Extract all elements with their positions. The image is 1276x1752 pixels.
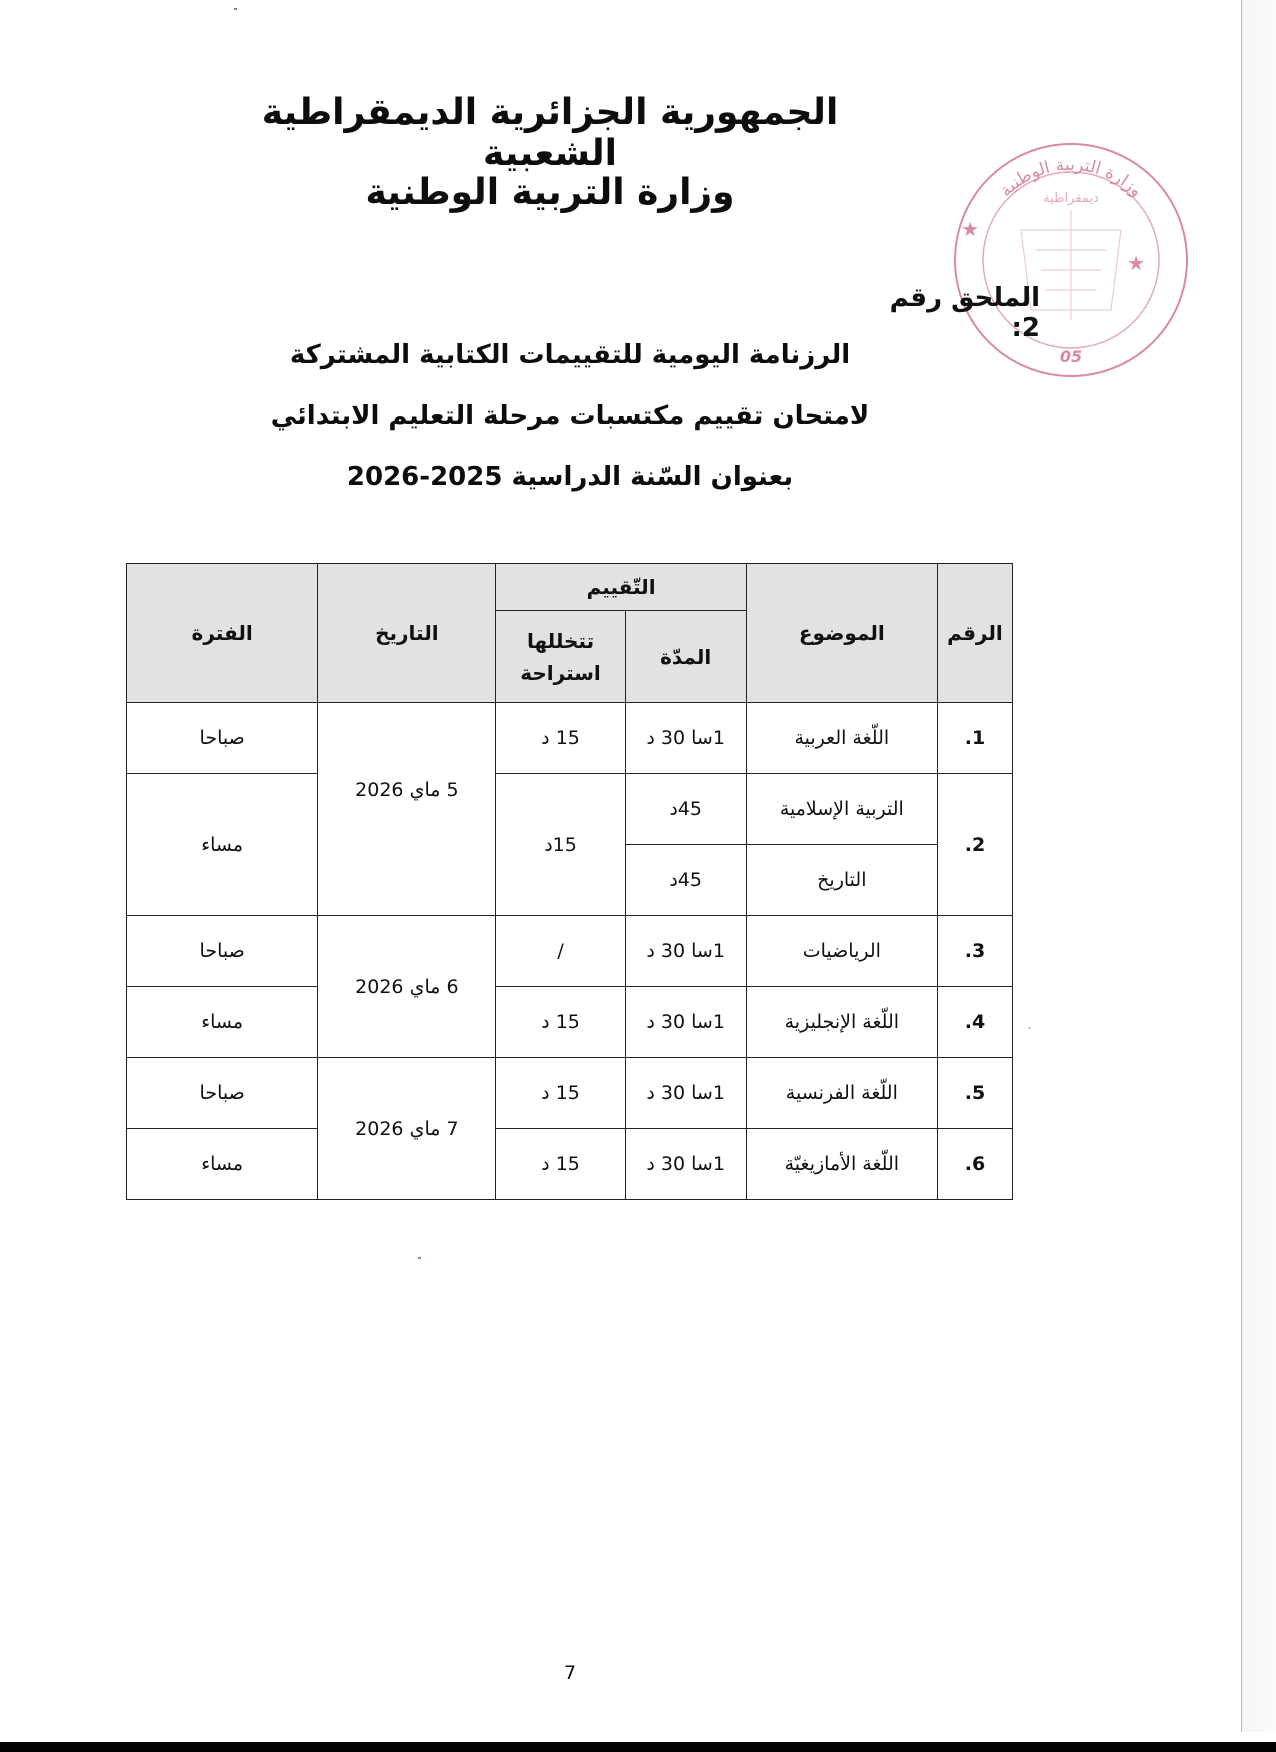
row-subject: اللّغة الإنجليزية — [746, 987, 937, 1058]
row-period: مساء — [127, 1129, 318, 1200]
row-period: مساء — [127, 987, 318, 1058]
official-stamp — [951, 140, 1191, 380]
row-date-label: 5 ماي 2026 — [355, 779, 459, 801]
row-date — [318, 703, 496, 916]
table-row — [127, 1058, 1013, 1129]
table-row — [127, 987, 1013, 1058]
row-subject: اللّغة الأمازيغيّة — [746, 1129, 937, 1200]
row-break: 15د — [496, 774, 625, 916]
row-number: 4. — [937, 987, 1012, 1058]
row-duration: 45د — [625, 845, 746, 916]
svg-text:★: ★ — [961, 217, 979, 241]
row-subject: التاريخ — [746, 845, 937, 916]
row-period: مساء — [127, 774, 318, 916]
table-row — [127, 916, 1013, 987]
row-duration: 1سا 30 د — [625, 1058, 746, 1129]
annex-label: الملحق رقم 2: — [889, 283, 1040, 343]
row-break: 15 د — [496, 1129, 625, 1200]
row-duration: 1سا 30 د — [625, 916, 746, 987]
row-duration: 1سا 30 د — [625, 1129, 746, 1200]
row-duration: 1سا 30 د — [625, 703, 746, 774]
row-break: 15 د — [496, 703, 625, 774]
header-date: التاريخ — [318, 564, 496, 703]
svg-text:★: ★ — [1127, 251, 1145, 275]
row-duration: 45د — [625, 774, 746, 845]
header-break-label: تتخللها استراحة — [520, 628, 601, 685]
row-date: 7 ماي 2026 — [318, 1058, 496, 1200]
row-subject: اللّغة العربية — [746, 703, 937, 774]
row-break: 15 د — [496, 1058, 625, 1129]
document-title-line-2: لامتحان تقييم مكتسبات مرحلة التعليم الابتدائي — [270, 401, 870, 431]
row-period: صباحا — [127, 703, 318, 774]
table-row — [127, 774, 1013, 845]
scan-bottom-edge — [0, 1742, 1276, 1752]
svg-text:وزارة التربية الوطنية: وزارة التربية الوطنية — [995, 154, 1147, 202]
page-number: 7 — [563, 1662, 577, 1684]
header-number: الرقم — [937, 564, 1012, 703]
page-edge — [1241, 0, 1242, 1732]
table-row — [127, 703, 1013, 774]
country-name: الجمهورية الجزائرية الديمقراطية الشعبية — [261, 92, 839, 174]
stamp-icon — [951, 140, 1191, 380]
row-number: 1. — [937, 703, 1012, 774]
row-number: 5. — [937, 1058, 1012, 1129]
scan-speck — [418, 1257, 421, 1259]
row-break: / — [496, 916, 625, 987]
row-subject: اللّغة الفرنسية — [746, 1058, 937, 1129]
document-title-line-1: الرزنامة اليومية للتقييمات الكتابية المشتركة — [289, 340, 851, 370]
header-evaluation: التّقييم — [496, 564, 746, 611]
header-subject: الموضوع — [746, 564, 937, 703]
row-number: 6. — [937, 1129, 1012, 1200]
row-break: 15 د — [496, 987, 625, 1058]
table-row — [127, 1129, 1013, 1200]
svg-text:05: 05 — [1059, 347, 1083, 366]
ministry-name: وزارة التربية الوطنية — [365, 172, 735, 213]
scan-speck — [1028, 1027, 1031, 1029]
row-subject: الرياضيات — [746, 916, 937, 987]
row-period: صباحا — [127, 916, 318, 987]
row-number: 3. — [937, 916, 1012, 987]
table-header-row — [127, 564, 1013, 611]
scan-speck — [234, 8, 237, 10]
page-shadow — [1242, 0, 1276, 1732]
document-title-line-3: بعنوان السّنة الدراسية 2025-2026 — [346, 462, 794, 492]
row-period: صباحا — [127, 1058, 318, 1129]
row-subject: التربية الإسلامية — [746, 774, 937, 845]
header-period: الفترة — [127, 564, 318, 703]
header-break — [496, 611, 625, 703]
exam-schedule-table — [126, 563, 1013, 1200]
svg-text:ديمقراطية: ديمقراطية — [1043, 191, 1099, 206]
row-date: 6 ماي 2026 — [318, 916, 496, 1058]
row-duration: 1سا 30 د — [625, 987, 746, 1058]
header-duration: المدّة — [625, 611, 746, 703]
row-number: 2. — [937, 774, 1012, 916]
